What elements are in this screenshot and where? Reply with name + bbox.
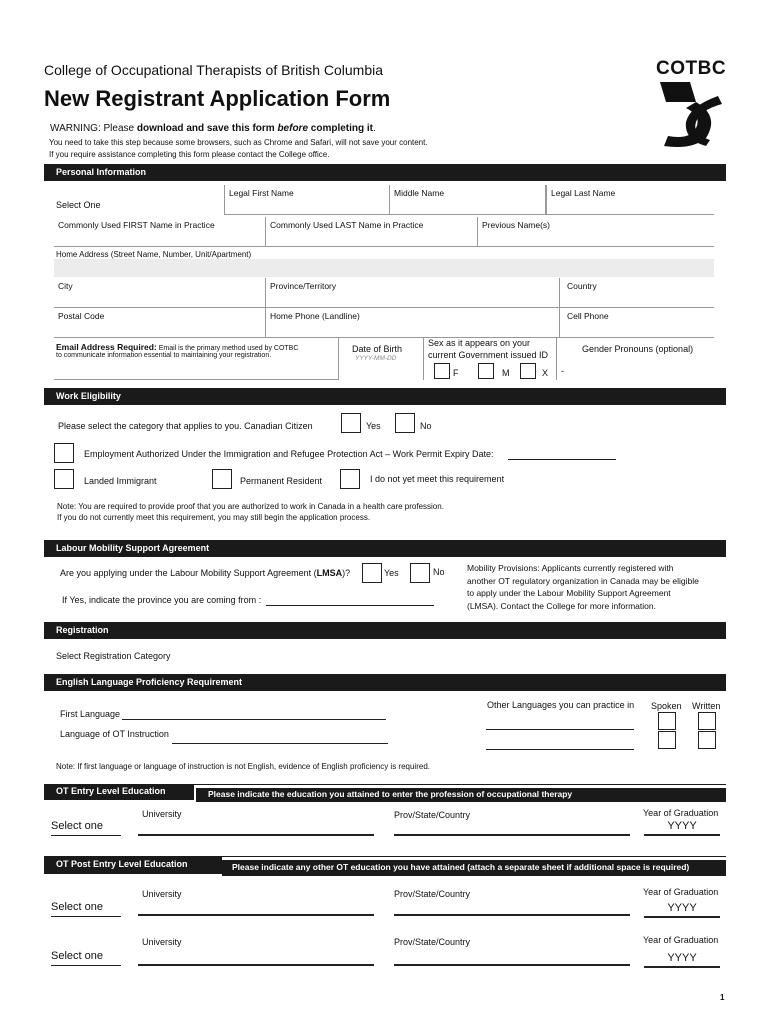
page-number: 1 [720, 993, 725, 1002]
lmsa-yes-checkbox[interactable] [362, 563, 382, 583]
citizen-no-label: No [420, 421, 432, 431]
legal-first-name-field[interactable]: Legal First Name [224, 185, 390, 215]
english-heading: English Language Proficiency Requirement [44, 674, 726, 691]
citizen-yes-checkbox[interactable] [341, 413, 361, 433]
registration-category-select[interactable]: Select Registration Category [56, 651, 171, 661]
ot-language-label: Language of OT Instruction [60, 729, 169, 739]
pronoun-divider [556, 338, 557, 380]
landed-checkbox[interactable] [54, 469, 74, 489]
previous-names-field[interactable]: Previous Name(s) [478, 217, 714, 247]
sex-x-label: X [542, 368, 549, 378]
not-meet-checkbox[interactable] [340, 469, 360, 489]
lmsa-yes-label: Yes [384, 568, 399, 578]
post-heading: OT Post Entry Level Education [44, 856, 222, 874]
dob-label: Date of Birth [352, 344, 403, 354]
work-note-1: Note: You are required to provide proof that you are authorized to work in Canada in a health care profession. [57, 502, 444, 511]
postal-code-field[interactable]: Postal Code [54, 308, 266, 338]
entry-heading: OT Entry Level Education [44, 784, 194, 800]
entry-year-field[interactable]: YYYY [644, 820, 720, 836]
assistance-note: If you require assistance completing this form please contact the College office. [49, 150, 330, 159]
entry-university-field[interactable] [138, 822, 374, 836]
email-field[interactable] [54, 362, 338, 380]
lmsa-no-label: No [433, 567, 445, 577]
city-field[interactable]: City [54, 278, 266, 308]
post-prov-label-1: Prov/State/Country [394, 889, 471, 899]
entry-year-label: Year of Graduation [643, 808, 719, 818]
sex-f-label: F [453, 368, 459, 378]
labour-mobility-heading: Labour Mobility Support Agreement [44, 540, 726, 557]
middle-name-field[interactable]: Middle Name [390, 185, 546, 215]
cell-phone-field[interactable]: Cell Phone [560, 308, 714, 338]
post-select-2[interactable]: Select one [51, 950, 121, 966]
written-label: Written [692, 701, 721, 711]
landed-label: Landed Immigrant [84, 476, 157, 486]
citizen-question: Please select the category that applies to you. Canadian Citizen [58, 421, 313, 431]
province-from-field[interactable] [266, 594, 434, 606]
post-university-label-2: University [142, 937, 182, 947]
common-last-name-field[interactable]: Commonly Used LAST Name in Practice [266, 217, 478, 247]
sex-m-checkbox[interactable] [478, 363, 494, 379]
sex-f-checkbox[interactable] [434, 363, 450, 379]
spoken-2-checkbox[interactable] [658, 731, 676, 749]
post-university-field-2[interactable] [138, 952, 374, 966]
personal-info-heading: Personal Information [44, 164, 726, 181]
first-language-field[interactable] [122, 706, 386, 720]
country-field[interactable]: Country [560, 278, 714, 308]
sex-label-1: Sex as it appears on your [428, 338, 531, 348]
permit-expiry-field[interactable] [508, 448, 616, 460]
mobility-provisions: Mobility Provisions: Applicants currently registered with another OT regulatory organization in Canada may be eligible to apply under the Labour Mobility Support Agreement (LMSA). Contact the College for more information. [467, 563, 699, 611]
other-languages-label: Other Languages you can practice in [487, 700, 635, 710]
permanent-checkbox[interactable] [212, 469, 232, 489]
page-title: New Registrant Application Form [44, 86, 391, 111]
title-select[interactable]: Select One [56, 200, 101, 210]
ot-language-field[interactable] [172, 730, 388, 744]
common-first-name-field[interactable]: Commonly Used FIRST Name in Practice [54, 217, 266, 247]
sex-x-checkbox[interactable] [520, 363, 536, 379]
post-year-field-2[interactable]: YYYY [644, 952, 720, 968]
pronoun-dash: - [561, 366, 564, 376]
sex-m-label: M [502, 368, 510, 378]
work-eligibility-heading: Work Eligibility [44, 388, 726, 405]
pronouns-field[interactable] [564, 360, 714, 380]
post-instruction: Please indicate any other OT education you have attained (attach a separate sheet if additional space is required) [222, 860, 726, 876]
entry-prov-label: Prov/State/Country [394, 810, 471, 820]
entry-prov-field[interactable] [394, 822, 630, 836]
work-note-2: If you do not currently meet this requirement, you may still begin the application process. [57, 513, 371, 522]
lmsa-question: Are you applying under the Labour Mobility Support Agreement (LMSA)? [60, 568, 351, 578]
warning-text: WARNING: Please download and save this form before completing it. [50, 123, 376, 134]
other-language-1-field[interactable] [486, 718, 634, 730]
dob-cell [338, 338, 424, 380]
pronouns-label: Gender Pronouns (optional) [582, 344, 694, 354]
written-2-checkbox[interactable] [698, 731, 716, 749]
first-language-label: First Language [60, 709, 121, 719]
entry-instruction: Please indicate the education you attained to enter the profession of occupational therapy [196, 788, 726, 802]
citizen-yes-label: Yes [366, 421, 381, 431]
post-prov-label-2: Prov/State/Country [394, 937, 471, 947]
post-year-label-2: Year of Graduation [643, 935, 719, 945]
home-address-field[interactable] [54, 259, 714, 277]
home-address-label: Home Address (Street Name, Number, Unit/Apartment) [56, 250, 252, 259]
logo-text: COTBC [656, 58, 727, 79]
post-year-field-1[interactable]: YYYY [644, 902, 720, 918]
dob-field[interactable]: YYYY-MM-DD [355, 355, 397, 362]
permanent-label: Permanent Resident [240, 476, 323, 486]
spoken-label: Spoken [651, 701, 682, 711]
cotbc-logo-icon [656, 80, 728, 150]
email-label: Email Address Required: Email is the primary method used by COTBC [56, 342, 299, 352]
entry-university-label: University [142, 809, 182, 819]
legal-last-name-field[interactable]: Legal Last Name [546, 185, 714, 215]
post-university-label-1: University [142, 889, 182, 899]
post-prov-field-2[interactable] [394, 952, 630, 966]
browser-note: You need to take this step because some browsers, such as Chrome and Safari, will not save your content. [49, 138, 428, 147]
org-name: College of Occupational Therapists of British Columbia [44, 62, 384, 78]
entry-select[interactable]: Select one [51, 820, 121, 836]
employment-label: Employment Authorized Under the Immigration and Refugee Protection Act – Work Permit Expiry Date: [84, 449, 494, 459]
province-from-label: If Yes, indicate the province you are coming from : [62, 595, 262, 605]
post-select-1[interactable]: Select one [51, 901, 121, 917]
other-language-2-field[interactable] [486, 738, 634, 750]
home-phone-field[interactable]: Home Phone (Landline) [266, 308, 560, 338]
post-university-field-1[interactable] [138, 902, 374, 916]
post-year-label-1: Year of Graduation [643, 887, 719, 897]
email-note: to communicate information essential to maintaining your registration. [56, 352, 272, 359]
registration-heading: Registration [44, 622, 726, 639]
not-meet-label: I do not yet meet this requirement [370, 474, 505, 484]
english-note: Note: If first language or language of instruction is not English, evidence of English proficiency is required. [56, 762, 430, 771]
spoken-1-checkbox[interactable] [658, 712, 676, 730]
lmsa-no-checkbox[interactable] [410, 563, 430, 583]
employment-checkbox[interactable] [54, 443, 74, 463]
province-field[interactable]: Province/Territory [266, 278, 560, 308]
post-prov-field-1[interactable] [394, 902, 630, 916]
written-1-checkbox[interactable] [698, 712, 716, 730]
citizen-no-checkbox[interactable] [395, 413, 415, 433]
sex-label-2: current Government issued ID [428, 350, 549, 360]
